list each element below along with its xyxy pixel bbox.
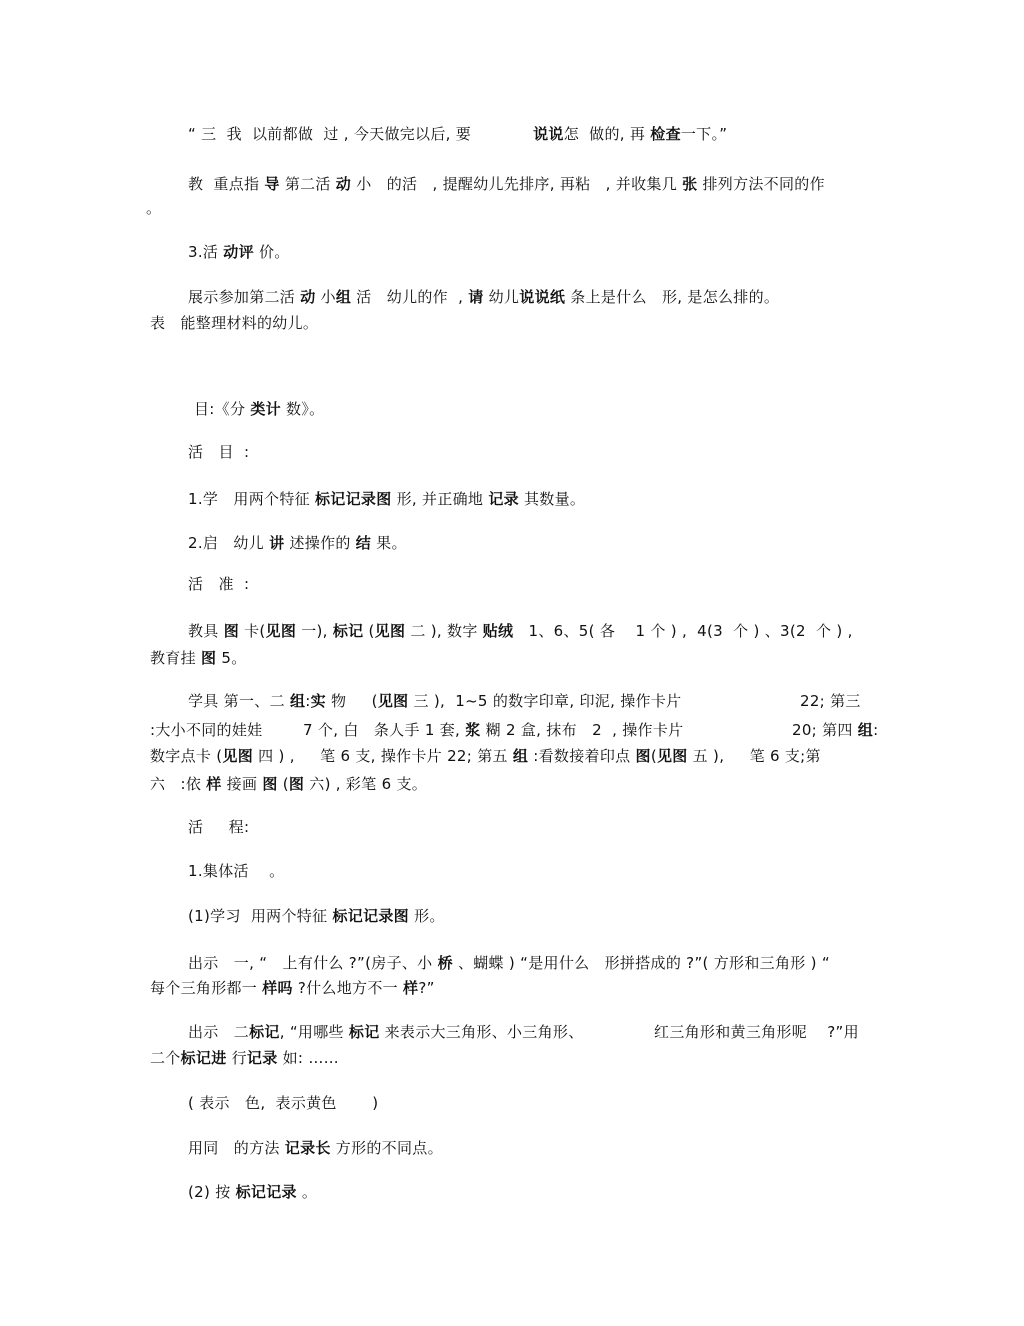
text-line: 展示参加第二活 动 小组 活 幼儿的作 , 请 幼儿说说纸 条上是什么 形, 是怎么排的。 (188, 288, 780, 306)
text-line: 二个标记进 行记录 如: …… (150, 1049, 339, 1067)
text-line: 学具 第一、二 组:实 物 (见图 三 ), 1~5 的数字印章, 印泥, 操作卡片 (188, 692, 682, 710)
text-line: 2.启 幼儿 讲 述操作的 结 果。 (188, 534, 407, 552)
text-line: 数字点卡 (见图 四 ) , 笔 6 支, 操作卡片 22; 第五 组 :看数接着印点 图(见图 五 ), 笔 6 支;第 (150, 747, 821, 765)
text-line: 3.活 动评 价。 (188, 243, 290, 261)
text-line: 教育挂 图 5。 (150, 649, 247, 667)
text-line: 表 能整理材料的幼儿。 (150, 314, 319, 332)
text-line: 1.集体活 。 (188, 862, 285, 880)
text-line-end: 红三角形和黄三角形呢 ?”用 (654, 1023, 859, 1041)
text-line: 用同 的方法 记录长 方形的不同点。 (188, 1139, 443, 1157)
text-line: 出示 二标记, “用哪些 标记 来表示大三角形、小三角形、 (188, 1023, 584, 1041)
text-line: 目:《分 类计 数》。 (194, 400, 325, 418)
text-line: ( 表示 色, 表示黄色 ) (188, 1094, 379, 1112)
text-line: 教 重点指 导 第二活 动 小 的活 , 提醒幼儿先排序, 再粘 , 并收集几 张 排列方法不同的作 (188, 175, 825, 193)
text-line: 教具 图 卡(见图 一), 标记 (见图 二 ), 数字 贴绒 1、6、5( 各 1 个 ) , 4(3 个 ) 、3(2 个 ) , (188, 622, 853, 640)
text-line: :大小不同的娃娃 7 个, 白 条人手 1 套, 浆 糊 2 盒, 抹布 2 , 操作卡片 (150, 721, 684, 739)
text-line: (1)学习 用两个特征 标记记录图 形。 (188, 907, 445, 925)
text-line: 出示 一, “ 上有什么 ?”(房子、小 桥 、蝴蝶 ) “是用什么 形拼搭成的 ?”( 方形和三角形 ) “ (188, 954, 830, 972)
text-line: 每个三角形都一 样吗 ?什么地方不一 样?” (150, 979, 435, 997)
text-line: “ 三 我 以前都做 过 , 今天做完以后, 要 说说怎 做的, 再 检查一下。” (188, 125, 728, 143)
text-line: 活 目 : (188, 443, 250, 461)
text-line-end: 20; 第四 组: (792, 721, 879, 739)
text-line: 。 (146, 199, 162, 217)
text-line: 活 程: (188, 818, 250, 836)
text-line: (2) 按 标记记录 。 (188, 1183, 318, 1201)
text-line-end: 22; 第三 (800, 692, 861, 710)
text-line: 活 准 : (188, 575, 250, 593)
text-line: 1.学 用两个特征 标记记录图 形, 并正确地 记录 其数量。 (188, 490, 586, 508)
text-line: 六 :依 样 接画 图 (图 六) , 彩笔 6 支。 (150, 775, 428, 793)
